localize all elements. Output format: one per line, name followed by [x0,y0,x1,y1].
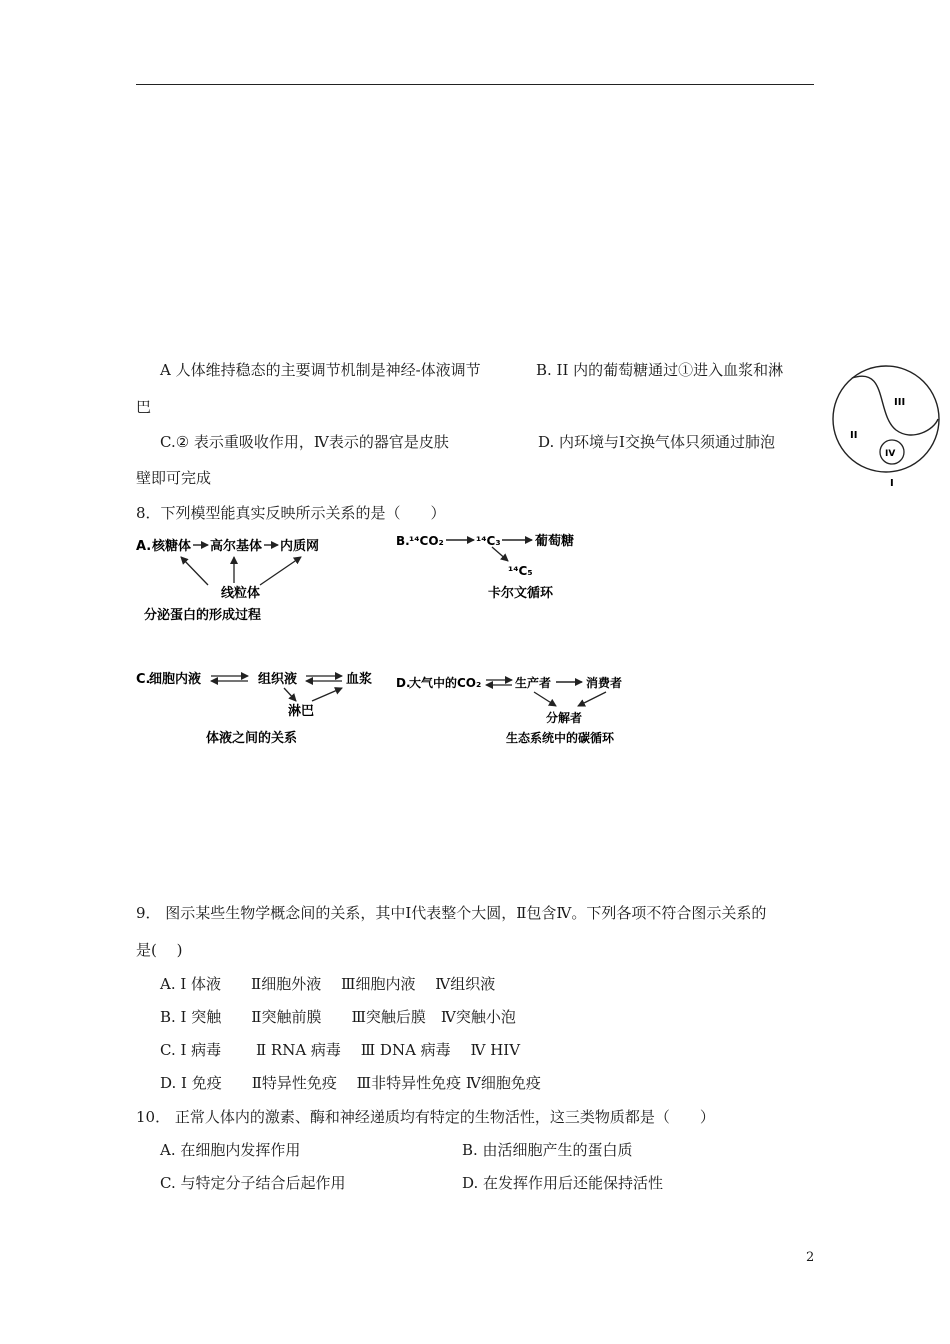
concept-circle-diagram [830,364,942,490]
model-b-diagram [396,527,596,607]
label-i: I [890,478,894,489]
label-iv: IV [885,449,896,459]
q10-option-d: D. 在发挥作用后还能保持活性 [462,1174,664,1192]
q7-option-a: A 人体维持稳态的主要调节机制是神经-体液调节 [160,361,481,379]
model-d-caption: 生态系统中的碳循环 [506,731,615,745]
q10-option-c: C. 与特定分子结合后起作用 [160,1174,346,1192]
q7-option-b: B. II 内的葡萄糖通过①进入血浆和淋 [536,361,784,379]
model-b-co2: ¹⁴CO₂ [409,534,444,548]
q10-option-b: B. 由活细胞产生的蛋白质 [462,1141,633,1159]
q10-option-a: A. 在细胞内发挥作用 [160,1141,301,1159]
model-a-er: 内质网 [280,539,320,554]
q8-stem: 8．下列模型能真实反映所示关系的是（ ） [136,504,446,522]
model-a-mitochondria: 线粒体 [221,586,261,601]
model-d-consumer: 消费者 [586,676,623,690]
model-b-c3: ¹⁴C₃ [476,534,501,548]
q7-option-d-continued: 壁即可完成 [136,469,212,487]
model-c-diagram [136,666,386,748]
q9-option-d: D. Ⅰ 免疫 Ⅱ特异性免疫 Ⅲ非特异性免疫 Ⅳ细胞免疫 [160,1074,541,1092]
model-c-caption: 体液之间的关系 [206,731,298,746]
model-a-golgi: 高尔基体 [210,539,263,554]
model-c-lymph: 淋巴 [288,704,315,719]
model-b-caption: 卡尔文循环 [488,586,554,601]
model-c-plasma: 血浆 [346,672,373,687]
model-d-prefix: D. [396,676,411,690]
label-ii: II [850,430,858,441]
model-d-decomposer: 分解者 [546,711,583,725]
model-c-tissue-fluid: 组织液 [258,672,298,687]
q7-option-c: C.② 表示重吸收作用，Ⅳ表示的器官是皮肤 [160,433,449,451]
header-rule [136,84,814,85]
model-c-prefix: C. [136,672,151,687]
q10-stem: 10． 正常人体内的激素、酶和神经递质均有特定的生物活性，这三类物质都是（ ） [136,1108,715,1126]
model-a-ribosome: 核糖体 [152,539,192,554]
model-d-diagram [396,670,636,748]
model-b-prefix: B. [396,534,410,548]
model-d-atmosphere-co2: 大气中的CO₂ [409,676,482,690]
q7-option-d: D. 内环境与Ⅰ交换气体只须通过肺泡 [538,433,775,451]
model-a-prefix: A. [136,539,152,554]
label-iii: III [894,397,906,408]
model-a-caption: 分泌蛋白的形成过程 [144,608,262,623]
q9-stem: 9． 图示某些生物学概念间的关系，其中Ⅰ代表整个大圆，Ⅱ包含Ⅳ。下列各项不符合图示关系的 [136,904,767,922]
model-c-intracellular: 细胞内液 [149,672,202,687]
q9-option-c: C. Ⅰ 病毒 Ⅱ RNA 病毒 Ⅲ DNA 病毒 Ⅳ HIV [160,1041,521,1059]
model-b-c5: ¹⁴C₅ [508,564,533,578]
q9-option-b: B. Ⅰ 突触 Ⅱ突触前膜 Ⅲ突触后膜 Ⅳ突触小泡 [160,1008,516,1026]
q9-stem-continued: 是( ) [136,941,183,959]
model-d-producer: 生产者 [515,676,552,690]
model-a-diagram [136,533,366,625]
page-number: 2 [806,1250,815,1265]
q7-option-b-continued: 巴 [136,398,152,416]
model-b-glucose: 葡萄糖 [535,534,575,549]
q9-option-a: A. Ⅰ 体液 Ⅱ细胞外液 Ⅲ细胞内液 Ⅳ组织液 [160,975,496,993]
